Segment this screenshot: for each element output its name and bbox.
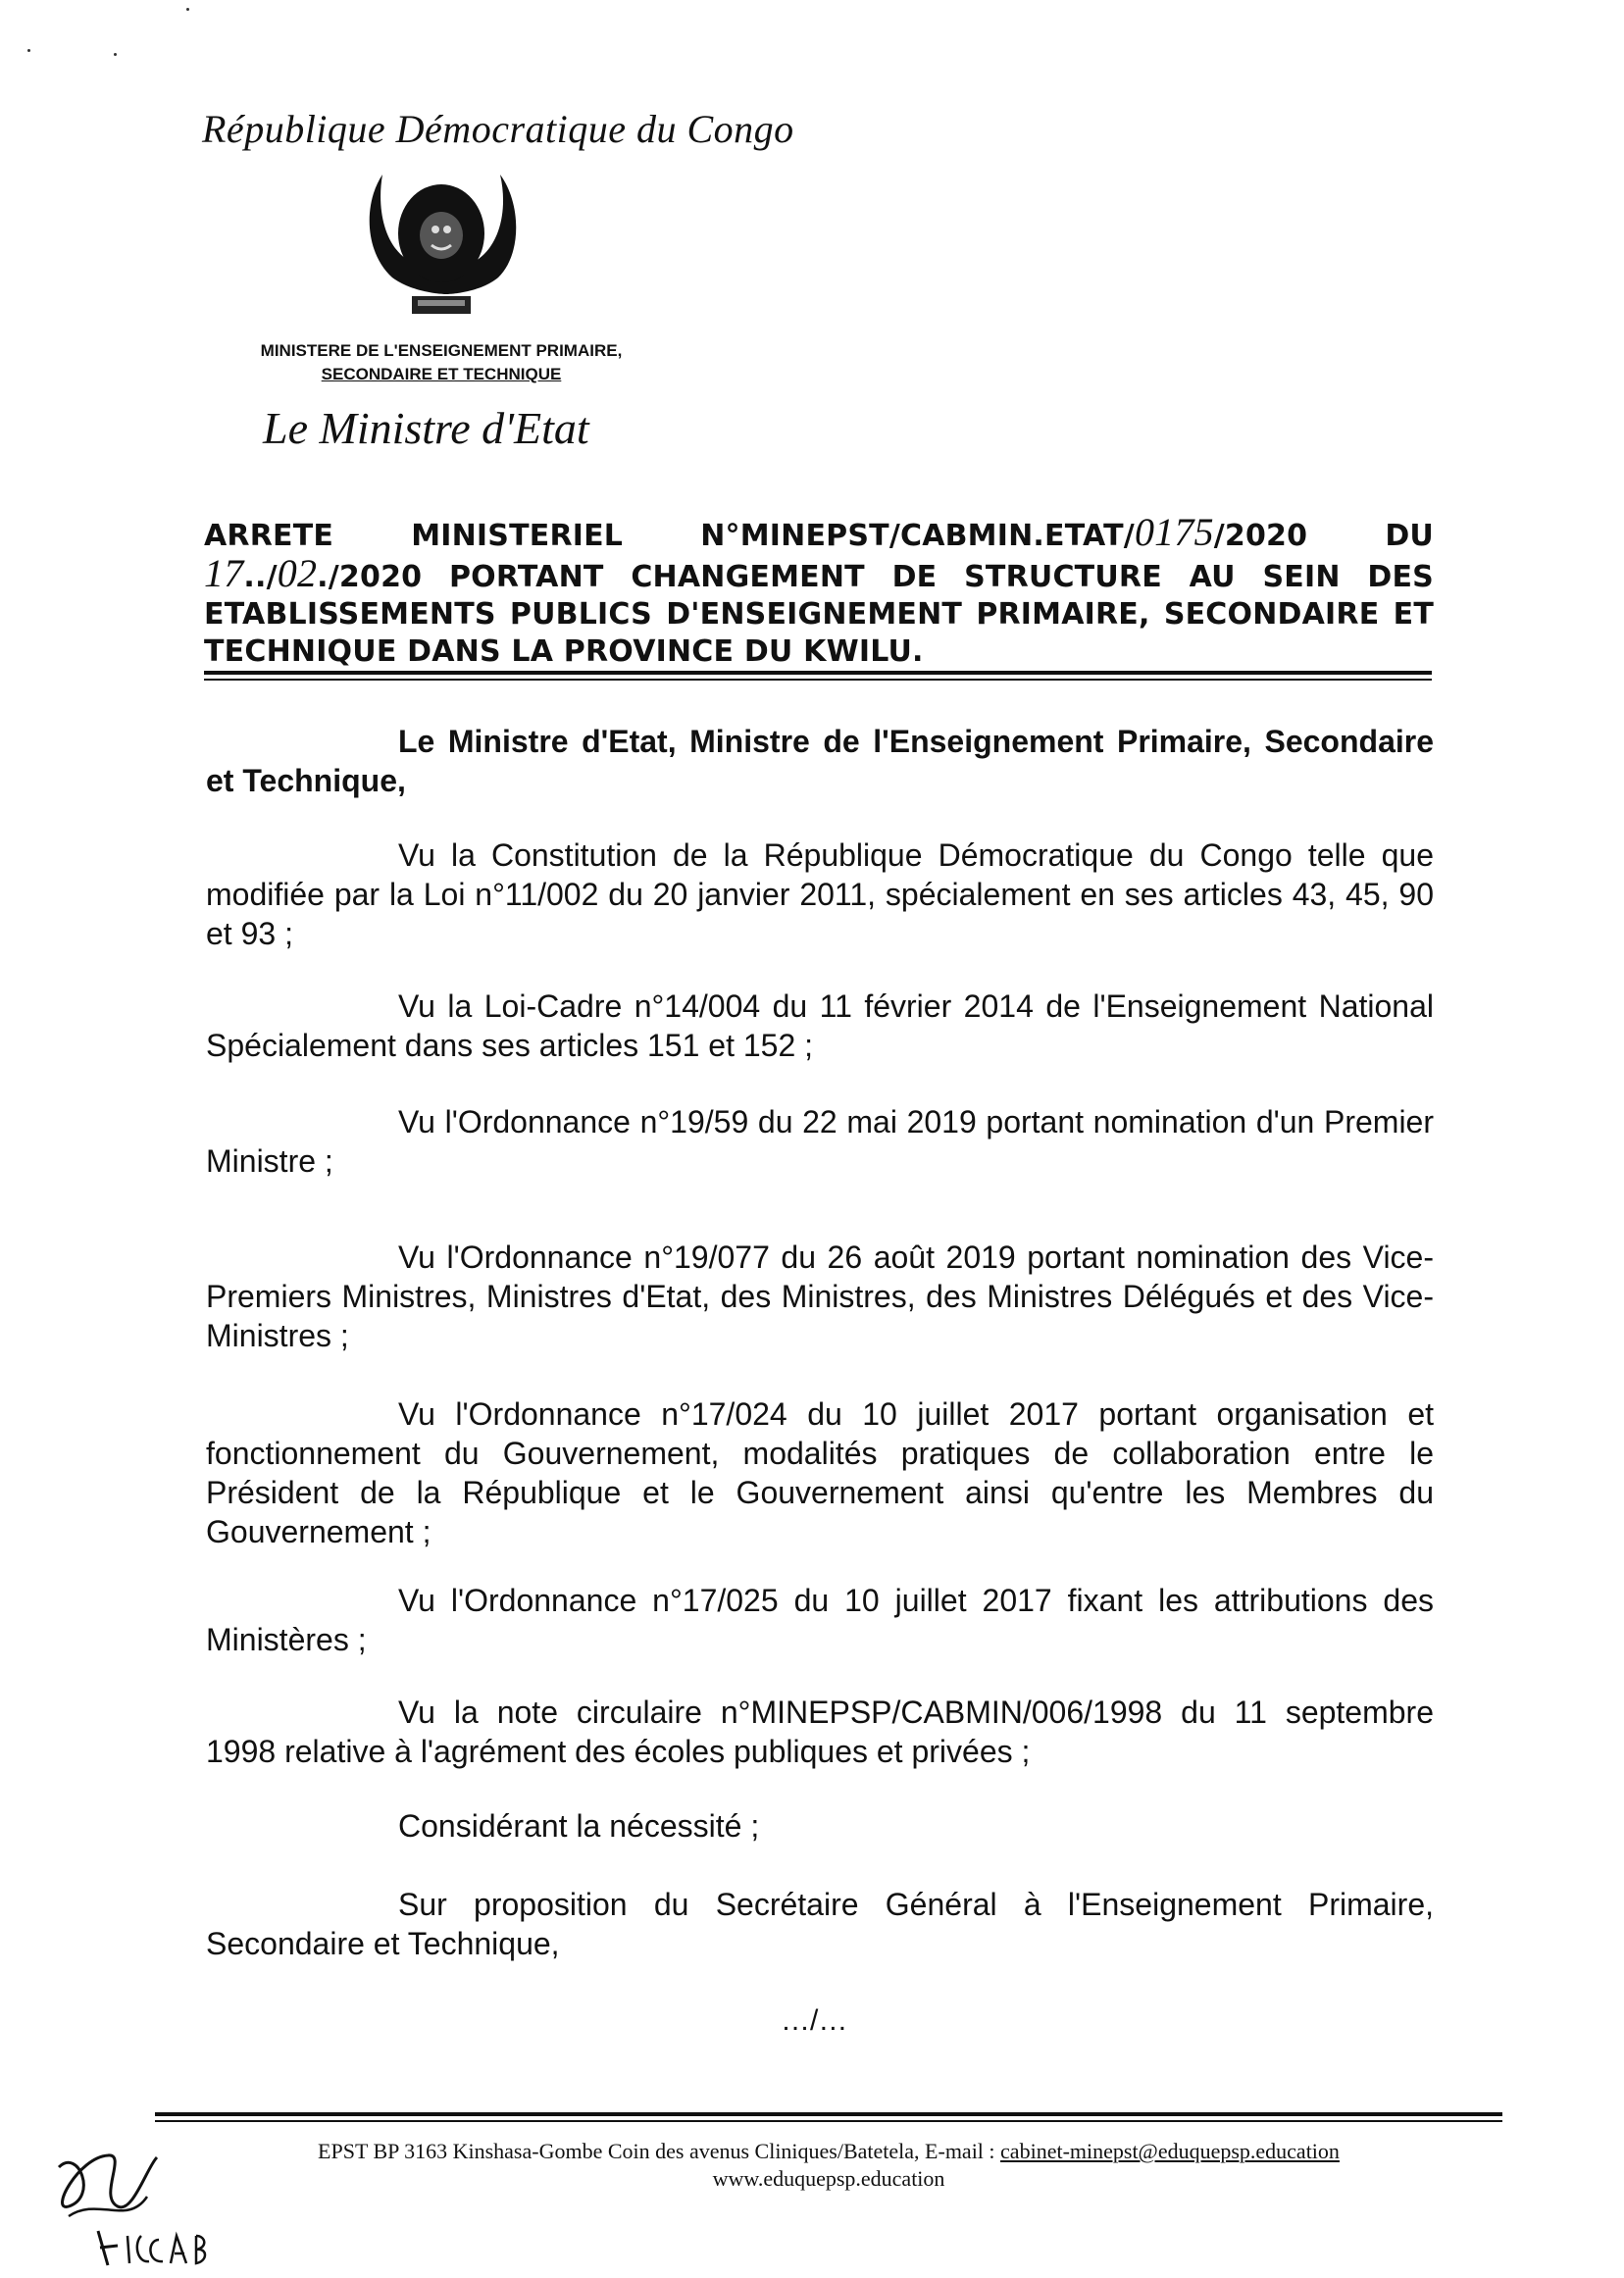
paragraph-proposition: Sur proposition du Secrétaire Général à l'Enseignement Primaire, Secondaire et Technique, — [206, 1887, 1434, 1961]
handwritten-month: 02 — [277, 551, 318, 595]
paragraph-considerant: Considérant la nécessité ; — [398, 1808, 760, 1844]
title-rule — [204, 671, 1432, 675]
footer-email-link[interactable]: cabinet-minepst@eduquepsp.education — [1000, 2139, 1340, 2163]
minister-title: Le Ministre d'Etat — [263, 403, 589, 453]
scan-speck — [27, 49, 30, 52]
decree-title — [204, 510, 1434, 671]
paragraph-ordonnance-gouvernement: Vu l'Ordonnance n°17/024 du 10 juillet 2017 portant organisation et fonctionnement du Gouvernement, modalités pratiques de collaboration entre le Président de la République et le Gouvernement ainsi qu'entre les Membres du Gouvernement ; — [206, 1396, 1434, 1549]
paragraph-ordonnance-vice-premiers: Vu l'Ordonnance n°19/077 du 26 août 2019 portant nomination des Vice-Premiers Ministres, Ministres d'Etat, des Ministres, des Ministres Délégués et des Vice-Ministres ; — [206, 1240, 1434, 1353]
coat-of-arms-emblem — [353, 165, 530, 322]
republic-heading: République Démocratique du Congo — [202, 107, 794, 151]
page-continued-marker: …/… — [781, 2004, 848, 2037]
ministry-name — [196, 339, 686, 386]
paragraph-constitution: Vu la Constitution de la République Démocratique du Congo telle que modifiée par la Loi n°11/002 du 20 janvier 2011, spécialement en ses articles 43, 45, 90 et 93 ; — [206, 837, 1434, 951]
title-rule-thin — [204, 679, 1432, 681]
footer-address — [157, 2138, 1500, 2193]
footer-rule-thin — [155, 2120, 1502, 2122]
decree-date-year: ./2020 — [317, 560, 423, 594]
footer-website[interactable]: www.eduquepsp.education — [712, 2166, 945, 2191]
ministry-line-2: SECONDAIRE ET TECHNIQUE — [321, 365, 562, 383]
intro-paragraph: Le Ministre d'Etat, Ministre de l'Enseignement Primaire, Secondaire et Technique, — [206, 724, 1434, 798]
decree-year: /2020 DU — [1213, 519, 1434, 553]
handwritten-decree-number: 0175 — [1134, 510, 1214, 554]
footer-address-text: EPST BP 3163 Kinshasa-Gombe Coin des avenus Cliniques/Batetela, E-mail : — [318, 2139, 1001, 2163]
handwritten-day: 17 — [204, 551, 244, 595]
footer-rule — [155, 2112, 1502, 2116]
paragraph-ordonnance-ministeres: Vu l'Ordonnance n°17/025 du 10 juillet 2017 fixant les attributions des Ministères ; — [206, 1583, 1434, 1657]
paragraph-loi-cadre: Vu la Loi-Cadre n°14/004 du 11 février 2014 de l'Enseignement National Spécialement dans ses articles 151 et 152 ; — [206, 988, 1434, 1063]
decree-subject: PORTANT CHANGEMENT DE STRUCTURE AU SEIN DES ETABLISSEMENTS PUBLICS D'ENSEIGNEMENT PRIMAIRE, SECONDAIRE ET TECHNIQUE DANS LA PROVINCE DU KWILU. — [204, 560, 1434, 669]
decree-number-prefix: ARRETE MINISTERIEL N°MINEPST/CABMIN.ETAT/ — [204, 519, 1135, 553]
handwritten-signature — [39, 2138, 226, 2275]
ministry-line-1: MINISTERE DE L'ENSEIGNEMENT PRIMAIRE, — [260, 341, 623, 360]
scan-speck — [114, 53, 117, 56]
scan-speck — [186, 8, 189, 11]
date-separator: ../ — [243, 560, 278, 594]
footer-line-1 — [157, 2138, 1500, 2165]
paragraph-note-circulaire: Vu la note circulaire n°MINEPSP/CABMIN/006/1998 du 11 septembre 1998 relative à l'agrément des écoles publiques et privées ; — [206, 1695, 1434, 1769]
paragraph-ordonnance-premier-ministre: Vu l'Ordonnance n°19/59 du 22 mai 2019 portant nomination d'un Premier Ministre ; — [206, 1104, 1434, 1179]
